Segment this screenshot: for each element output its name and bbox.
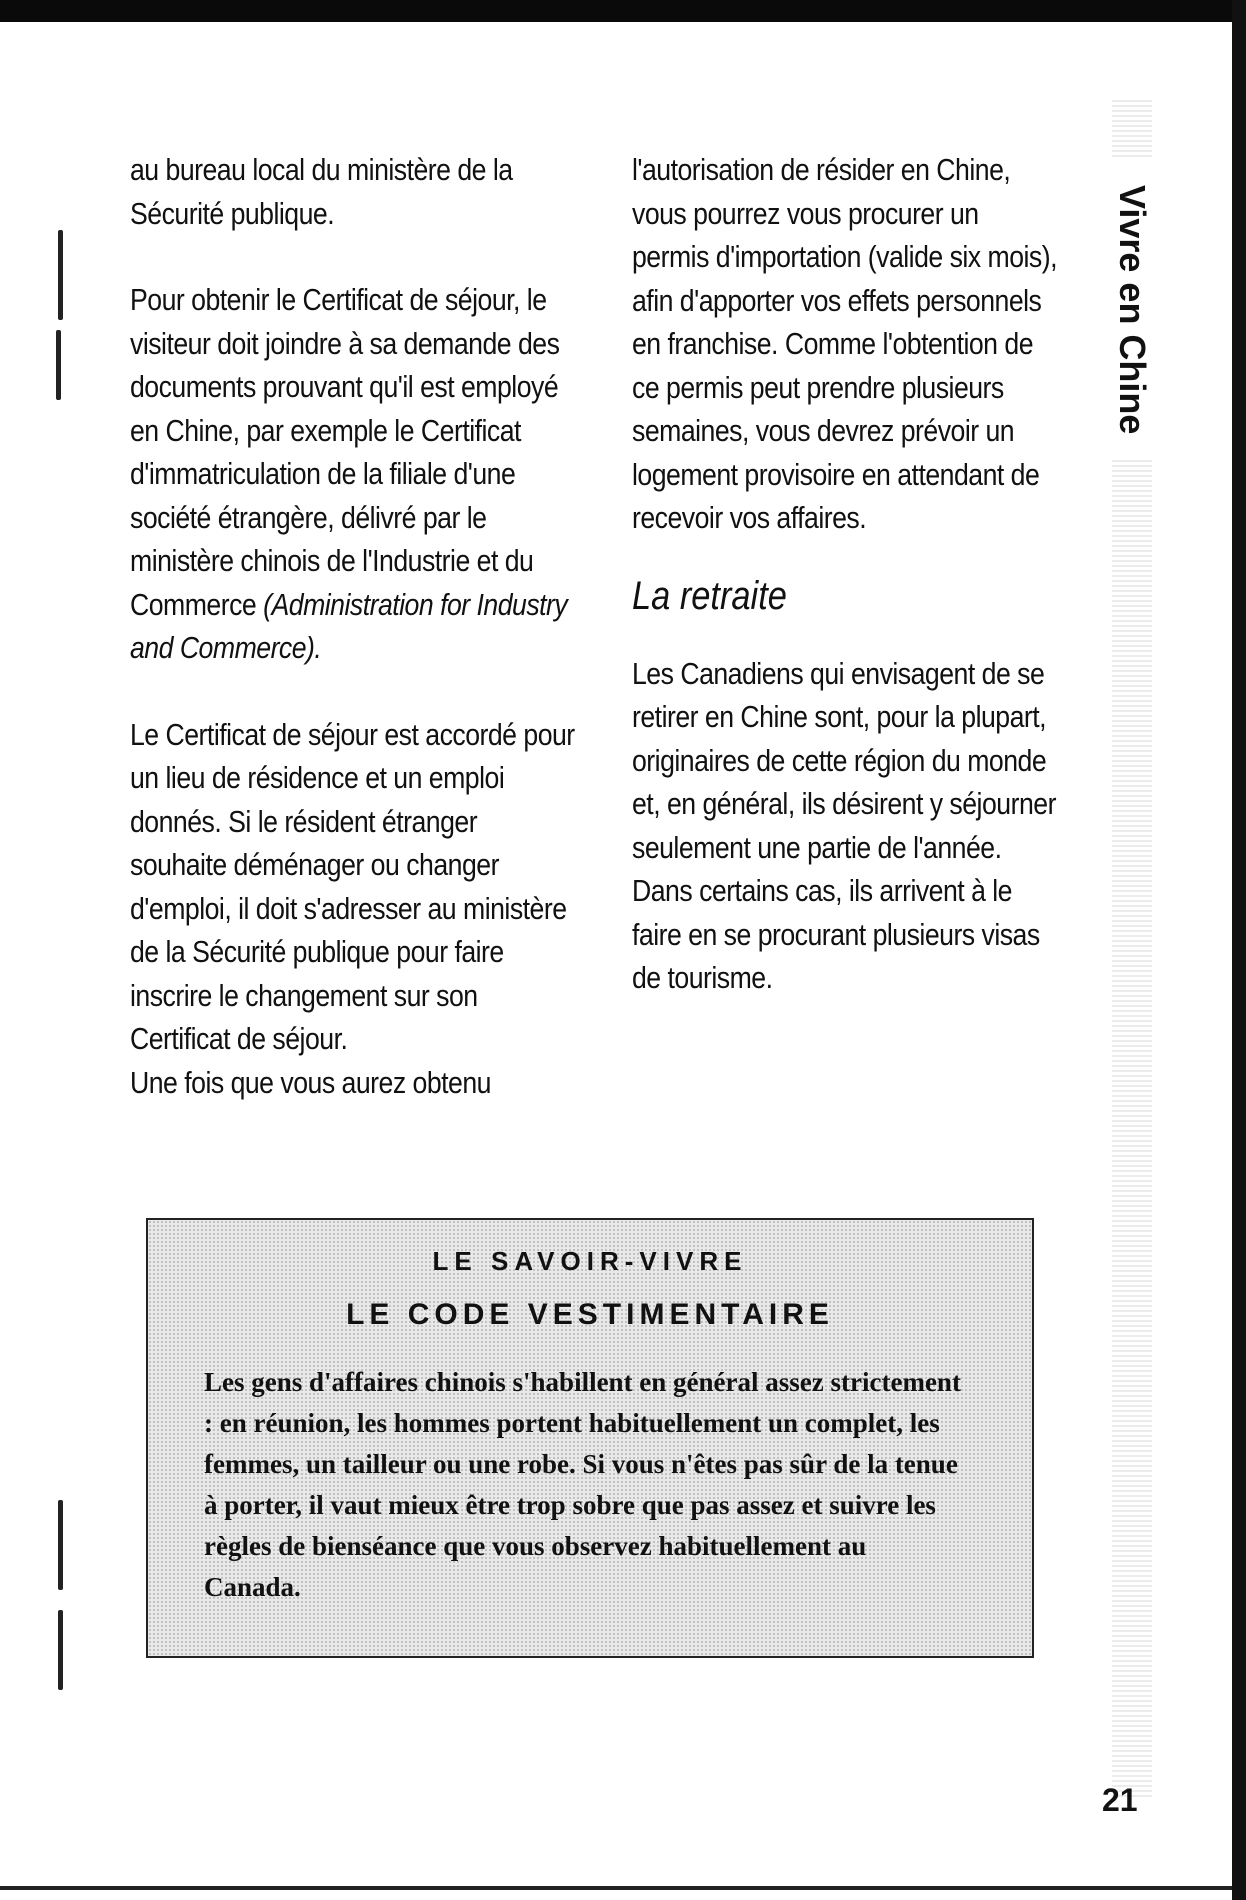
left-column (130, 148, 575, 1104)
right-column (632, 148, 1062, 1000)
binding-marks-top (52, 230, 74, 410)
left-paragraph-4: Une fois que vous aurez obtenu (130, 1064, 491, 1100)
scan-right-edge (1232, 0, 1246, 1900)
savoir-vivre-box (146, 1218, 1034, 1658)
left-paragraph-2 (130, 278, 575, 670)
box-body: Les gens d'affaires chinois s'habillent en général assez strictement : en réunion, les hommes portent habituellement un complet, les femmes, un tailleur ou une robe. Si vous n'êtes pas sûr de la tenue à porter, il vaut mieux être trop sobre que pas assez et suivre les règles de bienséance que vous observez habituellement au Canada. (204, 1367, 961, 1602)
box-title: LE CODE VESTIMENTAIRE (346, 1298, 834, 1331)
running-title (1112, 160, 1152, 460)
left-paragraph-1: au bureau local du ministère de la Sécurité publique. (130, 152, 513, 231)
box-kicker: LE SAVOIR-VIVRE (432, 1246, 748, 1276)
scan-bottom-rule (0, 1886, 1232, 1890)
left-paragraph-2-text: Pour obtenir le Certificat de séjour, le visiteur doit joindre à sa demande des documents prouvant qu'il est employé en Chine, par exemple le Certificat d'immatriculation de la filiale d'une société étrangère, délivré par le ministère chinois de l'Industrie et du Commerce (130, 282, 560, 622)
left-paragraph-2-italic: (Administration for Industry and Commerce). (130, 586, 568, 665)
left-paragraph-3: Le Certificat de séjour est accordé pour un lieu de résidence et un emploi donnés. Si le résident étranger souhaite déménager ou changer d'emploi, il doit s'adresser au ministère de la Sécurité publique pour faire inscrire le changement sur son Certificat de séjour. (130, 716, 575, 1056)
running-title-text: Vivre en Chine (1112, 185, 1153, 435)
binding-marks-bottom (52, 1500, 74, 1700)
section-heading: La retraite (632, 573, 787, 618)
scan-top-bar (0, 0, 1246, 22)
page-number: 21 (1102, 1782, 1138, 1818)
right-paragraph-2: Les Canadiens qui envisagent de se retirer en Chine sont, pour la plupart, originaires de cette région du monde et, en général, ils désirent y séjourner seulement une partie de l'année. Dans certains cas, ils arrivent à le faire en se procurant plusieurs visas de tourisme. (632, 655, 1056, 995)
right-paragraph-1: l'autorisation de résider en Chine, vous pourrez vous procurer un permis d'importation (valide six mois), afin d'apporter vos effets personnels en franchise. Comme l'obtention de ce permis peut prendre plusieurs semaines, vous devrez prévoir un logement provisoire en attendant de recevoir vos affaires. (632, 152, 1057, 535)
